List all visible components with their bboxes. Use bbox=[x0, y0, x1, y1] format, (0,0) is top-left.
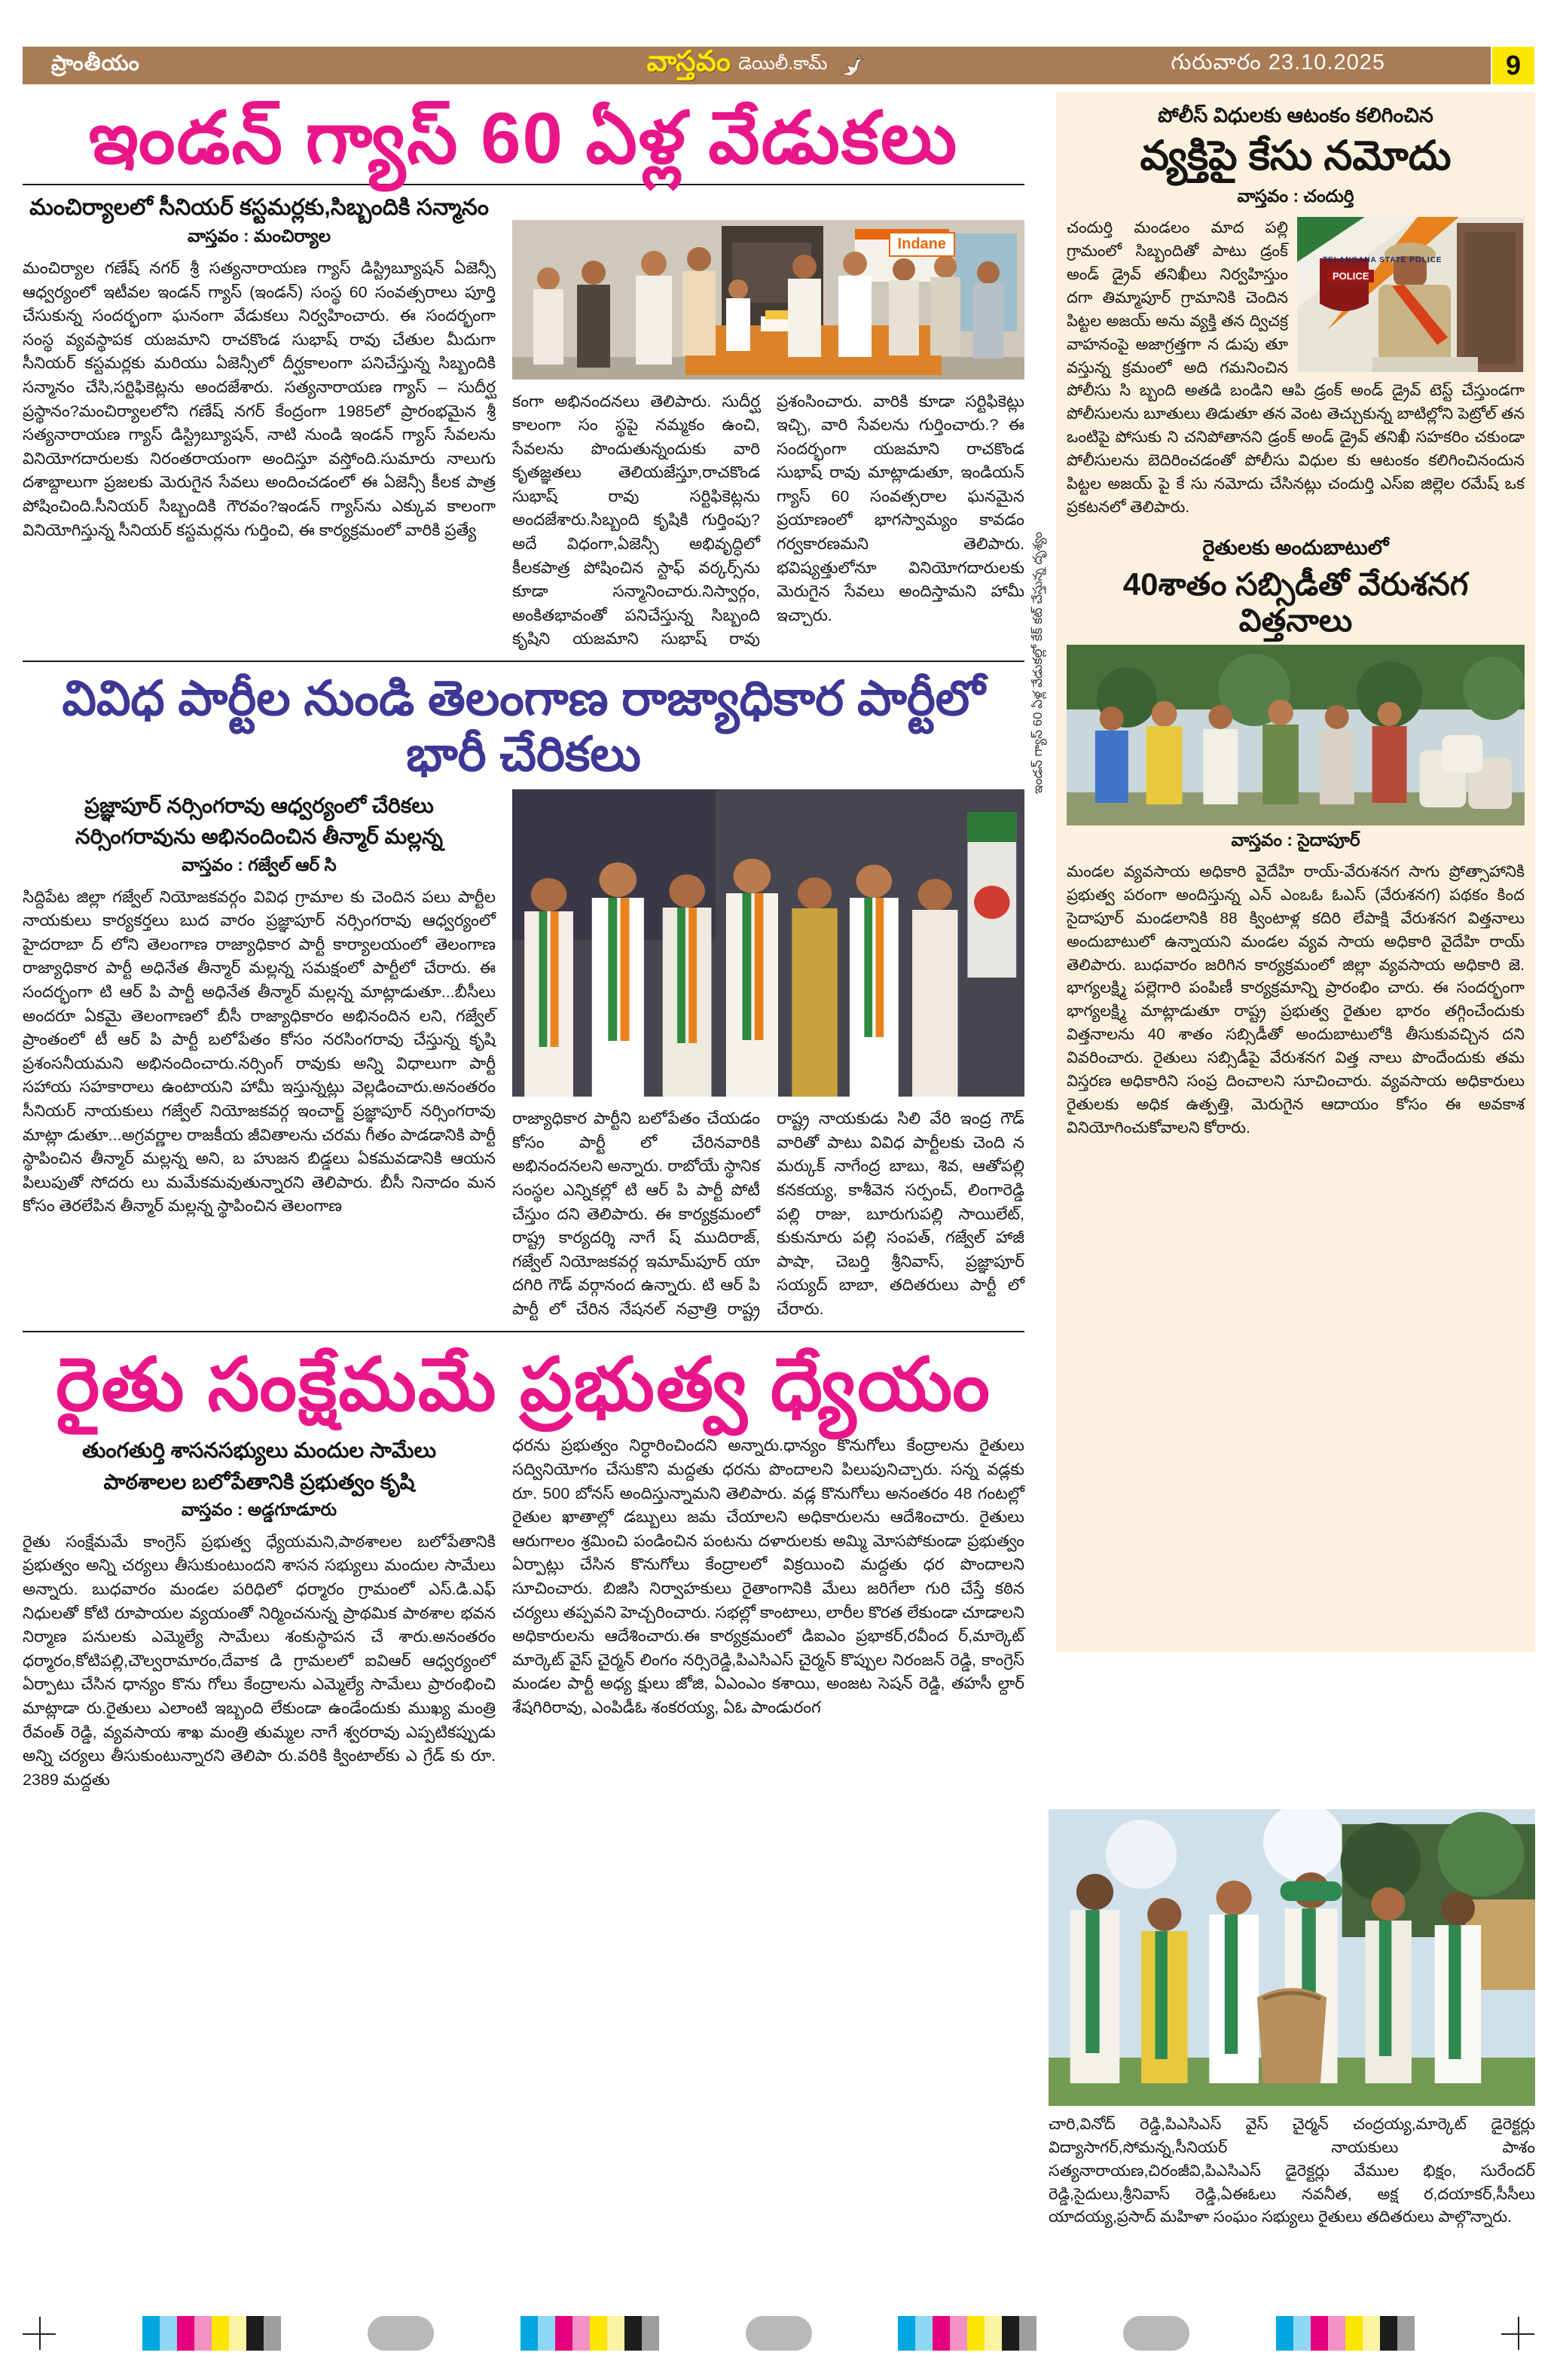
headline-rule bbox=[23, 184, 1024, 185]
article-seeds-body: మండల వ్యవసాయ అధికారి వైదేహి రాయ్-వేరుశనగ సాగు ప్రోత్సాహానికి ప్రభుత్వ పరంగా అందిస్తున్న ఎన్ ఎంఒఓ ఓఎస్ (వేరుశనగ) పథకం కింద సైదాపూర్ మండలానికి 88 క్వింటాళ్ల కదిరి లేపాక్షి వేరుశనగ విత్తనాలు అందుబాటులో ఉన్నాయని మండల వ్యవ సాయ అధికారి వైదేహి రాయ్ తెలిపారు. బుధవారం జరిగిన కార్యక్రమంలో జిల్లా వ్యవసాయ అధికారి జె. భాగ్యలక్ష్మి పల్లెగారి పంపిణీ కార్యక్రమాన్ని ప్రారంభిం చారు. ఈ సందర్భంగా భాగ్యలక్ష్మి మాట్లాడుతూ రాష్ట్ర ప్రభుత్వ రైతుల భారం తగ్గించేందుకు విత్తనాలను 40 శాతం సబ్సిడీతో అందుబాటులోకి తీసుకువచ్చిన దని వివరించారు. రైతులు సబ్సిడీపై వేరుశనగ విత్త నాలు పొందేందుకు తమ విస్తరణ అధికారిని సంప్ర దించాలని సూచించారు. వ్యవసాయ అధికారులు రైతులకు అధిక ఉత్పత్తి, మెరుగైన ఆదాయం కోసం ఈ అవకాశ వినియోగించుకోవాలని కోరారు. bbox=[1067, 863, 1525, 1137]
article-indane-headline: ఇండన్ గ్యాస్ 60 ఏళ్ల వేడుకలు bbox=[88, 98, 959, 178]
police-shield-label: POLICE bbox=[1327, 270, 1374, 282]
article-farmer-col1: రైతు సంక్షేమమే కాంగ్రెస్ ప్రభుత్వ ధ్యేయమని,పాఠశాలల బలోపేతానికి ప్రభుత్వం అన్ని చర్యలు తీసుకుంటుందని శాసన సభ్యులు మందుల సామేలు అన్నారు. బుధవారం మండల పరిధిలో ధర్మారం గ్రామంలో ఎస్.డి.ఎఫ్ నిధులతో కోటి రూపాయల వ్యయంతో నిర్మించనున్న ప్రాథమిక పాఠశాల భవన నిర్మాణ పనులకు ఎమ్మెల్యే సామేలు శంకుస్థాపన చే శారు.అనంతరం ధర్మారం,కోటిపల్లి,చౌల్వరామారం,దేవాక డి గ్రామలలో ఐవిఆర్ ఆధ్వర్యంలో ఏర్పాటు చేసిన ధాన్యం కొను గోలు కేంద్రాలను ఎమ్మెల్యే సామేలు ప్రారంభించి మాట్లాడా రు.రైతులు ఎలాంటి ఇబ్బంది లేకుండా ఉండేందుకు ముఖ్య మంత్రి రేవంత్ రెడ్డి, వ్యవసాయ శాఖ మంత్రి తుమ్మల నాగే శ్వరరావు ఎప్పటికప్పుడు అన్ని చర్యలు తీసుకుంటున్నారని తెలిపా రు.వరికి క్వింటాల్‌కు ఎ గ్రేడ్ కు రూ. 2389 మద్దతు bbox=[23, 1532, 496, 1789]
brand-suffix: డెయిలీ.కామ్ bbox=[738, 53, 828, 74]
article-farmer-dateline: వాస్తవం : అడ్డగూడూరు bbox=[181, 1499, 337, 1519]
page-number: 9 bbox=[1492, 47, 1534, 84]
article-trp bbox=[23, 671, 1024, 1322]
indane-sign-label: Indane bbox=[889, 232, 955, 257]
farmer-photo-block bbox=[1049, 1809, 1535, 2229]
section-divider-2 bbox=[23, 1331, 1024, 1332]
right-column bbox=[1056, 92, 1535, 1652]
masthead-bar bbox=[23, 47, 1491, 84]
article-trp-col2: రాజ్యాధికార పార్టీని బలోపేతం చేయడం కోసం పార్టీ లో చేరినవారికి అభినందనలని అన్నారు. రాబోయే స్థానిక సంస్థల ఎన్నికల్లో టి ఆర్ పి పార్టీ పోటీ చేస్తుం దని తెలిపారు. ఈ కార్యక్రమంలో రాష్ట్ర కార్యదర్శి నాగే ష్ ముదిరాజ్, గజ్వేల్ నియోజకవర్గ ఇమామ్‌పూర్ యా దగిరి గౌడ్ వర్గానంద ఉన్నారు. టి ఆర్ పి పార్టీ లో చేరిన నేషనల్ నవ్రాత్రి రాష్ట్ర రాష్ట్ర నాయకుడు సిలి వేరి ఇంద్ర గౌడ్ వారితో పాటు వివిధ పార్టీలకు చెంది న మర్కుక్ నాగేంద్ర బాబు, శివ, ఆతోపల్లి కనకయ్య, కాశీవెన సర్పంచ్, లింగారెడ్డి పల్లి రాజు, బూరుగుపల్లి సాయిలేట్, కుకునూరు పల్లి సంపత్, గజ్వేల్ హాజీ పాషా, చెబర్తి శ్రీనివాస్, ప్రజ్ఞాపూర్ సయ్యద్ బాబా, తదితరులు పార్టీ లో చేరారు. bbox=[512, 1109, 1024, 1318]
article-trp-headline: వివిధ పార్టీల నుండి తెలంగాణ రాజ్యాధికార పార్టీలో భారీ చేరికలు bbox=[62, 671, 985, 781]
article-farmer-col3: చారి,వినోద్ రెడ్డి,పిఎసిఎస్ వైస్ చైర్మన్ చంద్రయ్య,మార్కెట్ డైరెక్టర్లు విద్యాసాగర్,సోమన్న,సీనియర్ నాయకులు పాశం సత్యనారాయణ,చిరంజీవి,పిఎసిఎస్ డైరెక్టర్లు వేముల భిక్షం, సురేందర్ రెడ్డి,సైదులు,శ్రీనివాస్ రెడ్డి,ఏఈఓలు నవనీత, అక్ష ర,దయాకర్,సీసీలు యాదయ్య,ప్రసాద్ మహిళా సంఘం సభ్యులు రైతులు తదితరులు పాల్గొన్నారు. bbox=[1049, 2116, 1535, 2226]
section-label: ప్రాంతీయం bbox=[51, 50, 140, 75]
article-trp-subhead1: ప్రజ్ఞాపూర్ నర్సింగరావు ఆధ్వర్యంలో చేరికలు bbox=[84, 794, 434, 818]
police-banner-label: TELANGANA STATE POLICE bbox=[1323, 256, 1443, 265]
vertical-photo-caption: ఇండన్ గ్యాస్ 60 ఏళ్ల వేడుకల్లో కేక్ కట్ చేస్తున్న దృశ్యం bbox=[1030, 532, 1045, 794]
article-police-headline: వ్యక్తిపై కేసు నమోదు bbox=[1140, 133, 1452, 178]
cmyk-color-bar bbox=[142, 2316, 281, 2351]
gray-blob bbox=[1123, 2316, 1189, 2351]
indane-celebration-photo bbox=[512, 220, 1024, 380]
paddy-procurement-photo bbox=[1049, 1809, 1535, 2106]
article-trp-dateline: వాస్తవం : గజ్వేల్ ఆర్ సి bbox=[182, 854, 337, 874]
article-police-body: చందుర్తి మండలం మాద పల్లి గ్రామంలో సిబ్బందితో పాటు డ్రంక్ అండ్ డ్రైవ్ తనిఖీలు నిర్వహిస్తుం దగా తిమ్మాపూర్ గ్రామానికి చెందిన పిట్టల అజయ్ అను వ్యక్తి తన ద్విచక్ర వాహనంపై అజాగ్రత్తగా న డుపు తూ వస్తున్న క్రమంలో అది గమనించిన పోలీసు సి బ్బంది అతడి బండిని ఆపి డ్రంక్ అండ్ డ్రైవ్ టెస్ట్ చేస్తుండగా పోలీసులను బూతులు తిడుతూ తన వెంట తెచ్చుకున్న బాటిల్లోని పెట్రోల్ తన ఒంటిపై పోసుకు ని చనిపోతానని డ్రంక్ అండ్ డ్రైవ్ తనిఖీ సహకరిం చకుండా పోలీసులను బెదిరించడంతో పోలీసు విధుల కు ఆటంకం కలిగించినందున పిట్టల అజయ్ పై కే సు నమోదు చేసినట్లు చందుర్తి ఎస్ఐ జిల్లెల రమేష్ ఒక ప్రకటనలో తెలిపారు. bbox=[1067, 219, 1525, 516]
article-police-kicker: పోలీస్ విధులకు ఆటంకం కలిగించిన bbox=[1158, 104, 1433, 127]
article-indane-col2: కంగా అభినందనలు తెలిపారు. సుదీర్ఘ కాలంగా సం స్థపై నమ్మకం ఉంచి, సేవలను పొందుతున్నందుకు వారి కృతజ్ఞతలు తెలియజేస్తూ,రాచకొండ సుభాష్ రావు సర్టిఫికెట్లను అందజేశారు.సిబ్బంది కృషికి గుర్తింపు?అదే విధంగా,ఏజెన్సీ అభివృద్ధిలో కీలకపాత్ర పోషించిన స్టాఫ్ వర్కర్స్‌ను కూడా సన్మానించారు.నిస్వార్గం, అంకితభావంతో పనిచేస్తున్న సిబ్బంది కృషిని యజమాని సుభాష్ రావు ప్రశంసించారు. వారికి కూడా సర్టిఫికెట్లు ఇచ్చి, వారి సేవలను గుర్తించారు.? ఈ సందర్భంగా యజమాని రాచకొండ సుభాష్ రావు మాట్లాడుతూ, ఇండియన్ గ్యాస్ 60 సంవత్సరాల ఘనమైన ప్రయాణంలో భాగస్వామ్యం కావడం గర్వకారణమని తెలిపారు. భవిష్యత్తులోనూ వినియోగదారులకు మెరుగైన సేవలు అందిస్తామని హామీ ఇచ్చారు. bbox=[512, 392, 1024, 648]
article-farmer-subhead1: తుంగతుర్తి శాసనసభ్యులు మందుల సామేలు bbox=[81, 1439, 437, 1463]
registration-strip bbox=[0, 2314, 1557, 2353]
article-indane-dateline: వాస్తవం : మంచిర్యాల bbox=[188, 226, 331, 246]
article-police bbox=[1067, 104, 1525, 520]
crop-mark-icon bbox=[1501, 2317, 1534, 2350]
crop-mark-icon bbox=[23, 2317, 56, 2350]
cmyk-color-bar bbox=[898, 2316, 1036, 2351]
article-trp-col1: సిద్దిపేట జిల్లా గజ్వేల్ నియోజకవర్గం వివిధ గ్రామాల కు చెందిన పలు పార్టీల నాయకులు కార్యకర్తలు బుద వారం ప్రజ్ఞాపూర్ నర్సింగరావు ఆధ్వర్యంలో హైదరాబా ద్ లోని తెలంగాణ రాజ్యాధికార పార్టీ కార్యాలయంలో తెలంగాణ రాజ్యాధికార పార్టీ అధినేత తీన్మార్ మల్లన్న సమక్షంలో పార్టీలో చేరారు. ఈ సందర్భంగా టి ఆర్ పి పార్టీ అధినేత తీన్మార్ మల్లన్న మాట్లాడుతూ...బీసీలు అందరూ ఏకమై తెలంగాణలో బీసీ రాజ్యాధికారం అభినందిన లని, గజ్వేల్ ప్రాంతంలో టీ ఆర్ పి పార్టీ బలోపేతం కోసం నరసింగరావు చేస్తున్న కృషి ప్రశంసనీయమని అభినందించారు.నర్సింగ్ రావుకు అన్ని విధాలుగా పార్టీ సహాయ సహకారాలు ఉంటాయని హామీ ఇస్తున్నట్లు వెల్లడించారు.అనంతరం సీనియర్ నాయకులు గజ్వేల్ నియోజకవర్గ ఇంచార్జ్ ప్రజ్ఞాపూర్ నర్సింగరావు మాట్లా డుతూ...అగ్రవర్ణాల రాజకీయ జీవితాలను చరమ గీతం పాడడానికి పార్టీ స్థాపించిన తీన్మార్ మల్లన్న అని, బ హుజన బిడ్డలు ఏకమవడానికి ఆయన పిలుపుతో సోదరు లు మమేకమవుతున్నారని తెలిపారు. బీసీ నినాదం మన కోసం తెరలేపిన తీన్మార్ మల్లన్న స్థాపించిన తెలంగాణ bbox=[23, 887, 496, 1216]
trp-joining-photo bbox=[512, 789, 1024, 1097]
article-seeds bbox=[1067, 536, 1525, 1140]
article-police-dateline: వాస్తవం : చందుర్తి bbox=[1237, 186, 1354, 206]
date-line: గురువారం 23.10.2025 bbox=[1171, 50, 1385, 75]
brand bbox=[647, 46, 867, 85]
brand-name: వాస్తవం bbox=[646, 46, 731, 78]
article-farmer-headline: రైతు సంక్షేమమే ప్రభుత్వ ధ్యేయం bbox=[56, 1342, 991, 1426]
article-farmer-subhead2: పాఠశాలల బలోపేతానికి ప్రభుత్వం కృషి bbox=[103, 1469, 415, 1494]
gray-blob bbox=[368, 2316, 434, 2351]
cmyk-color-bar bbox=[1276, 2316, 1415, 2351]
article-seeds-dateline: వాస్తవం : సైదాపూర్ bbox=[1231, 830, 1360, 850]
article-farmer bbox=[23, 1344, 1024, 1793]
gray-blob bbox=[746, 2316, 812, 2351]
seed-distribution-photo bbox=[1067, 645, 1525, 825]
masthead bbox=[23, 47, 1534, 84]
main-section bbox=[23, 95, 1024, 1792]
article-farmer-col2: ధరను ప్రభుత్వం నిర్ధారించిందని అన్నారు.ధాన్యం కొనుగోలు కేంద్రాలను రైతులు సద్వినియోగం చేసుకొని మద్దతు ధరను పొందాలని పిలుపునిచ్చారు. సన్న వడ్లకు రూ. 500 బోనస్ అందిస్తున్నామని తెలిపారు. వడ్ల కొనుగోలు అనంతరం 48 గంటల్లో రైతుల ఖాతాల్లో డబ్బులు జమ చేయాలని అధికారులను ఆదేశించారు. రైతులు ఆరుగాలం శ్రమించి పండించిన పంటను దళారులకు అమ్మి మోసపోకుండా ప్రభుత్వం ఏర్పాట్లు చేసిన కొనుగోలు కేంద్రాలలో విక్రయించి మద్దతు ధర పొందాలని సూచించారు. బిజిసి నిర్వాహకులు రైతాంగానికి మేలు జరిగేలా గురి చేస్తే కఠిన చర్యలు తప్పవని హెచ్చరించారు. సభల్లో కాంటాలు, లారీల కొరత లేకుండా చూడాలని అధికారులను ఆదేశించారు.ఈ కార్యక్రమంలో డిఐఎం ప్రభాకర్,రవీంద ర్,మార్కెట్ మార్కెట్ వైస్ చైర్మన్ లింగం నర్సిరెడ్డి,పిఎసిఎస్ చైర్మన్ కొప్పుల నిరంజన్ రెడ్డి, కాంగ్రెస్ మండల పార్టీ అధ్య క్షులు జోజి, ఏఎంఎం కశాయి, అంజట సెషన్ రెడ్డి, తహసీ ల్దార్ శేషగిరిరావు, ఎంపిడీఓ శంకరయ్య, ఏఓ పాండురంగ bbox=[512, 1436, 1024, 1716]
article-seeds-headline: 40శాతం సబ్సిడీతో వేరుశనగ విత్తనాలు bbox=[1122, 566, 1469, 638]
cmyk-color-bar bbox=[521, 2316, 659, 2351]
section-divider bbox=[23, 661, 1024, 662]
article-trp-subhead2: నర్సింగరావును అభినందించిన తీన్మార్ మల్లన్న bbox=[75, 825, 443, 849]
article-indane-col1: మంచిర్యాల గణేష్ నగర్ శ్రీ సత్యనారాయణ గ్యాస్ డిస్ట్రిబ్యూషన్ ఏజెన్సీ ఆధ్వర్యంలో ఇటీవల ఇండన్ గ్యాస్ (ఇండన్) సంస్థ 60 సంవత్సరాలు పూర్తి చేసుకున్న సందర్భంగా ఘనంగా వేడుకలు నిర్వహించారు. ఈ సందర్భంగా సంస్థ వ్యవస్థాపక యజమాని రాచకొండ సుభాష్ రావు చేతుల మీదుగా సీనియర్ కస్టమర్లకు మరియు ఏజెన్సీలో దీర్ఘకాలంగా పనిచేస్తున్న సిబ్బందికి సన్మానం చేసి,సర్టిఫికెట్లను అందజేశారు. సత్యనారాయణ గ్యాస్ – సుదీర్ఘ ప్రస్థానం?మంచిర్యాలలోని గణేష్ నగర్ కేంద్రంగా 1985లో ప్రారంభమైన శ్రీ సత్యనారాయణ గ్యాస్ డిస్ట్రిబ్యూషన్, నాటి నుండి ఇండన్ గ్యాస్ సేవలను వినియోగదారులకు నిరంతరాయంగా అందిస్తూ వస్తోంది.సుమారు నాలుగు దశాబ్దాలుగా ప్రజలకు మెరుగైన సేవలు అందించడంలో ఈ ఏజెన్సీ కీలక పాత్ర పోషించింది.సీనియర్ సిబ్బందికి గౌరవం?ఇండన్ గ్యాస్‌ను ఎక్కువ కాలంగా వినియోగిస్తున్న సీనియర్ కస్టమర్లను గుర్తించి, ఈ కార్యక్రమంలో వారికి ప్రత్యే bbox=[23, 259, 496, 539]
article-seeds-kicker: రైతులకు అందుబాటులో bbox=[1202, 536, 1389, 559]
article-indane-subhead: మంచిర్యాలలో సీనియర్ కస్టమర్లకు,సిబ్బందికి సన్మానం bbox=[29, 194, 490, 220]
article-indane bbox=[23, 98, 1024, 651]
police-officer-photo bbox=[1297, 217, 1525, 372]
bird-logo-icon bbox=[835, 52, 866, 79]
